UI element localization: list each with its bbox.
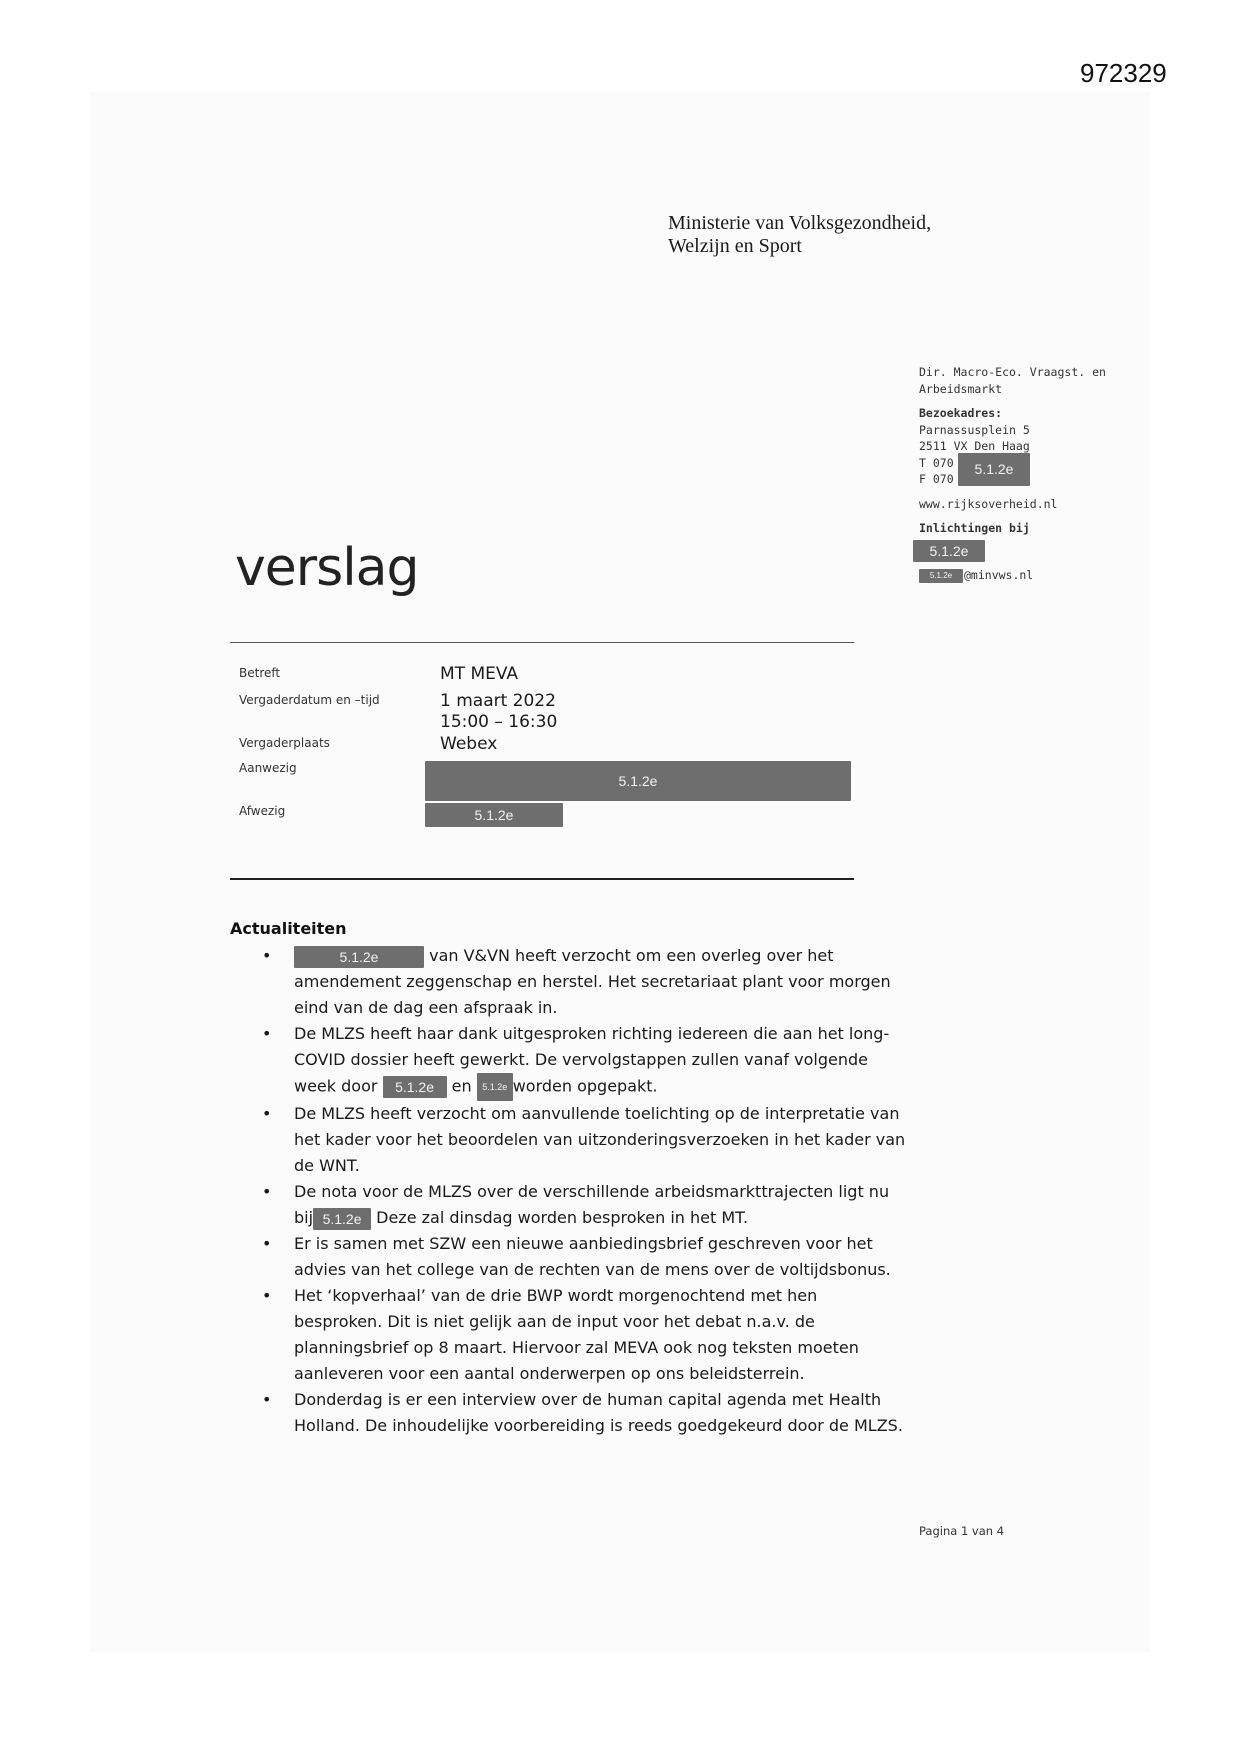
visit-street: Parnassusplein 5 <box>919 422 1030 437</box>
list-item <box>260 1021 910 1101</box>
bullet-text: Deze zal dinsdag worden besproken in het MT. <box>376 1208 749 1227</box>
tijd-value: 15:00 – 16:30 <box>440 712 558 732</box>
plaats-label: Vergaderplaats <box>239 736 330 750</box>
betreft-label: Betreft <box>239 666 281 680</box>
bullet-text: en <box>451 1076 472 1096</box>
datum-value: 1 maart 2022 <box>440 691 556 711</box>
betreft-value: MT MEVA <box>440 664 519 684</box>
visit-city: 2511 VX Den Haag <box>919 439 1030 453</box>
directorate-line-1: Dir. Macro-Eco. Vraagst. en <box>919 365 1106 379</box>
fax-line: F 070 <box>919 472 954 486</box>
document-title: verslag <box>235 538 419 598</box>
bullet-text: De nota voor de MLZS over de verschillende arbeidsmarkttrajecten ligt nu bij <box>294 1182 890 1227</box>
redacted-name: 5.1.2e <box>477 1073 513 1101</box>
redacted-name: 5.1.2e <box>313 1208 371 1230</box>
website-link[interactable]: www.rijksoverheid.nl <box>919 496 1058 511</box>
header-divider <box>230 642 854 643</box>
section-title: Actualiteiten <box>230 919 347 938</box>
redacted-email-user: 5.1.2e <box>919 569 963 583</box>
list-item <box>260 1283 910 1387</box>
list-item <box>260 1179 910 1231</box>
afwezig-label: Afwezig <box>239 804 286 818</box>
bullet-text: Er is samen met SZW een nieuwe aanbiedingsbrief geschreven voor het advies van het college van de rechten van de mens over de voltijdsbonus. <box>294 1234 891 1279</box>
bullet-text: De MLZS heeft verzocht om aanvullende toelichting op de interpretatie van het kader voor het beoordelen van uitzonderingsverzoeken in het kader van de WNT. <box>294 1104 906 1175</box>
plaats-value: Webex <box>440 734 498 754</box>
bullet-list <box>260 943 910 1439</box>
list-item <box>260 943 910 1021</box>
bullet-text: worden opgepakt. <box>512 1076 658 1096</box>
contact-email[interactable] <box>919 568 1033 583</box>
redacted-name: 5.1.2e <box>294 946 424 968</box>
list-item <box>260 1231 910 1283</box>
ministry-line-1: Ministerie van Volksgezondheid, <box>668 212 932 234</box>
document-number: 972329 <box>1080 58 1167 88</box>
list-item <box>260 1387 910 1439</box>
email-domain: @minvws.nl <box>964 568 1034 582</box>
bullet-text: Donderdag is er een interview over de human capital agenda met Health Holland. De inhoudelijke voorbereiding is reeds goedgekeurd door de MLZS. <box>294 1390 903 1435</box>
sidebar-contact <box>919 364 1159 537</box>
ministry-name <box>668 212 931 258</box>
redacted-contact-name: 5.1.2e <box>913 540 985 562</box>
page-number: Pagina 1 van 4 <box>919 1524 1005 1538</box>
meta-divider <box>230 878 854 880</box>
redacted-phone-fax: 5.1.2e <box>958 453 1030 486</box>
bullet-text: De MLZS heeft haar dank uitgesproken richting iedereen die aan het long-COVID dossier heeft gewerkt. De vervolgstappen zullen vanaf volgende week door <box>294 1024 890 1096</box>
ministry-line-2: Welzijn en Sport <box>668 235 802 257</box>
datum-label: Vergaderdatum en –tijd <box>239 693 380 707</box>
aanwezig-label: Aanwezig <box>239 761 297 775</box>
info-label: Inlichtingen bij <box>919 521 1030 535</box>
bullet-text: Het ‘kopverhaal’ van de drie BWP wordt morgenochtend met hen besproken. Dit is niet gelijk aan de input voor het debat n.a.v. de planningsbrief op 8 maart. Hiervoor zal MEVA ook nog teksten moeten aanleveren voor een aantal onderwerpen op ons beleidsterrein. <box>294 1286 859 1383</box>
redacted-name: 5.1.2e <box>383 1076 447 1098</box>
redacted-afwezig: 5.1.2e <box>425 803 563 827</box>
visit-address-label: Bezoekadres: <box>919 406 1003 420</box>
list-item <box>260 1101 910 1179</box>
directorate-line-2: Arbeidsmarkt <box>919 381 1003 396</box>
bullet-text: van V&VN heeft verzocht om een overleg over het amendement zeggenschap en herstel. Het secretariaat plant voor morgen eind van de dag een afspraak in. <box>294 946 891 1017</box>
phone-line: T 070 <box>919 455 954 470</box>
redacted-aanwezig: 5.1.2e <box>425 761 851 801</box>
